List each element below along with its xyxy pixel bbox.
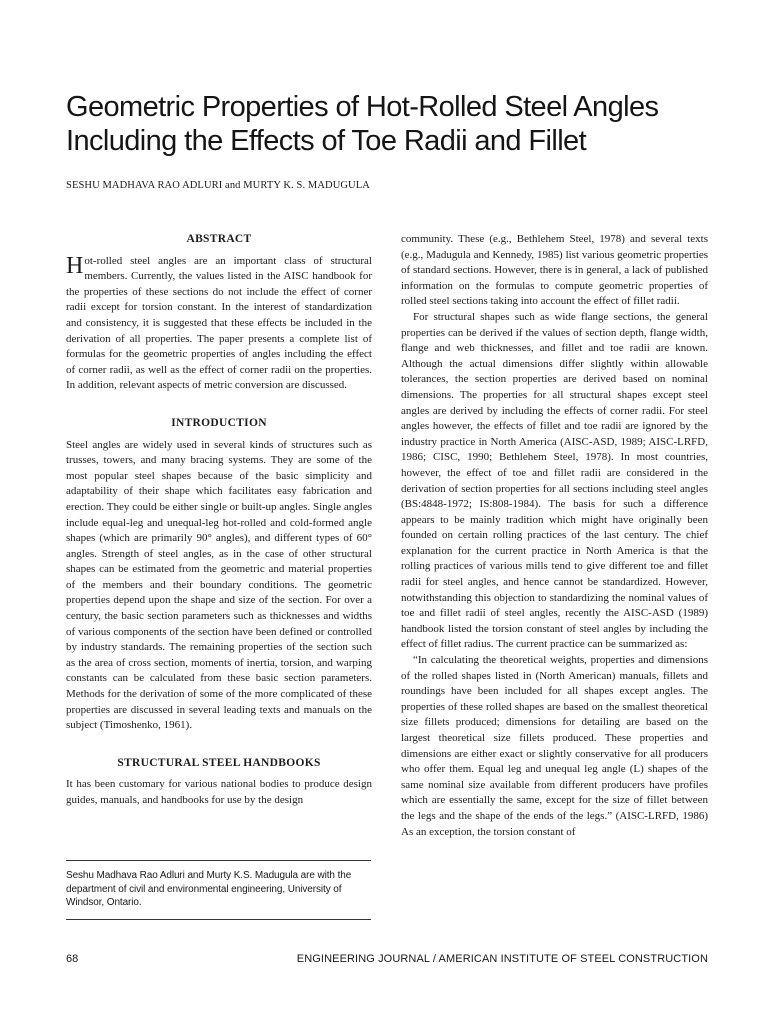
title-line-1: Geometric Properties of Hot-Rolled Steel Angles — [66, 91, 659, 123]
introduction-heading: INTRODUCTION — [171, 416, 267, 429]
abstract-text — [66, 254, 372, 394]
introduction-text: Steel angles are widely used in several kinds of structures such as trusses, towers, and many bracing systems. They are some of the most popular steel shapes because of the basic simplicity and adaptability of their shape which facilitates easy fabrication and erection. They could be either single or built-up angles. Single angles include equal-leg and unequal-leg hot-rolled and cold-formed angle shapes (which are primarily 90° angles), and different types of 60° angles. Strength of steel angles, as in the case of other structural shapes can be estimated from the geometric and material properties of the members and their boundary conditions. The geometric properties depend upon the shape and size of the section. For over a century, the basic section parameters such as thicknesses and widths of various components of the section have been defined or controlled by industry standards. The remaining properties of the section such as the area of cross section, moments of inertia, torsion, and warping constants can be calculated from these basic section parameters. Methods for the derivation of some of the more complicated of these properties are discussed in several leading texts and manuals on the subject (Timoshenko, 1961). — [66, 438, 372, 732]
abstract-body: ot-rolled steel angles are an important class of structural members. Currently, the values listed in the AISC handbook for the properties of these sections do not include the effect of corner radii except for torsion constant. In the interest of standardization and consistency, it is suggested that these effects be included in the derivation of all properties. The paper presents a complete list of formulas for the geometric properties of angles including the effect of corner radii, as well as the effect of corner radii on the properties. In addition, relevant aspects of metric conversion are discussed. — [66, 254, 372, 392]
author-line: SESHU MADHAVA RAO ADLURI and MURTY K. S. MADUGULA — [66, 180, 370, 191]
author-footnote: Seshu Madhava Rao Adluri and Murty K.S. Madugula are with the department of civil and environmental engineering, University of Windsor, Ontario. — [66, 860, 371, 910]
left-column — [66, 232, 372, 809]
right-paragraph-2: For structural shapes such as wide flange sections, the general properties can be derived if the values of section depth, flange width, flange and web thicknesses, and fillet and toe radii are known. Although the actual dimensions differ slightly within allowable tolerances, the section properties are derived based on nominal dimensions. The properties for all structural shapes except steel angles are derived by including the effects of corner radii. For steel angles however, the effects of fillet and toe radii are ignored by the industry practice in North America (AISC-ASD, 1989; AISC-LRFD, 1986; CISC, 1990; Bethlehem Steel, 1978). In most countries, however, the effect of toe and fillet radii are considered in the derivation of section properties for all sections including steel angles (BS:4848-1972; IS:808-1984). The basis for such a difference appears to be mainly tradition which might have originally been founded on certain rolling practices of the last century. The chief explanation for the current practice in North America is that the rolling practices of various mills tend to give different toe and fillet radii for steel angles, and hence cannot be standardized. However, notwithstanding this objection to standardizing the nominal values of toe and fillet radii of steel angles, recently the AISC-ASD (1989) handbook listed the torsion constant of steel angles by including the effect of fillet radius. The current practice can be summarized as: — [401, 310, 708, 651]
handbooks-text: It has been customary for various national bodies to produce design guides, manuals, and handbooks for use by the design — [66, 778, 372, 806]
title-line-2: Including the Effects of Toe Radii and Fillet — [66, 125, 587, 157]
journal-footer: ENGINEERING JOURNAL / AMERICAN INSTITUTE OF STEEL CONSTRUCTION — [296, 953, 708, 965]
right-paragraph-3: “In calculating the theoretical weights, properties and dimensions of the rolled shapes listed in (North American) manuals, fillets and roundings have been included for all shapes except angles. The properties of these rolled shapes are based on the smallest theoretical size fillets produced; dimensions for detailing are based on the largest theoretical size fillets produced. These properties and dimensions are either exact or slightly conservative for all producers who offer them. Equal leg and unequal leg angle (L) shapes of the same nominal size available from different producers have profiles which are essentially the same, except for the size of fillet between the legs and the shape of the ends of the legs.” (AISC-LRFD, 1986) As an exception, the torsion constant of — [401, 654, 708, 838]
page-number: 68 — [66, 953, 79, 965]
handbooks-heading: STRUCTURAL STEEL HANDBOOKS — [117, 756, 321, 769]
abstract-dropcap: H — [66, 252, 84, 279]
footnote-divider — [66, 919, 371, 920]
article-title — [66, 90, 726, 158]
abstract-heading: ABSTRACT — [186, 233, 252, 245]
right-column — [401, 232, 708, 840]
right-paragraph-1: community. These (e.g., Bethlehem Steel, 1978) and several texts (e.g., Madugula and Kennedy, 1985) list various geometric properties of standard sections. However, there is in general, a lack of published information on the formulas to compute geometric properties of rolled steel sections taking into account the effect of fillet radii. — [401, 233, 708, 308]
